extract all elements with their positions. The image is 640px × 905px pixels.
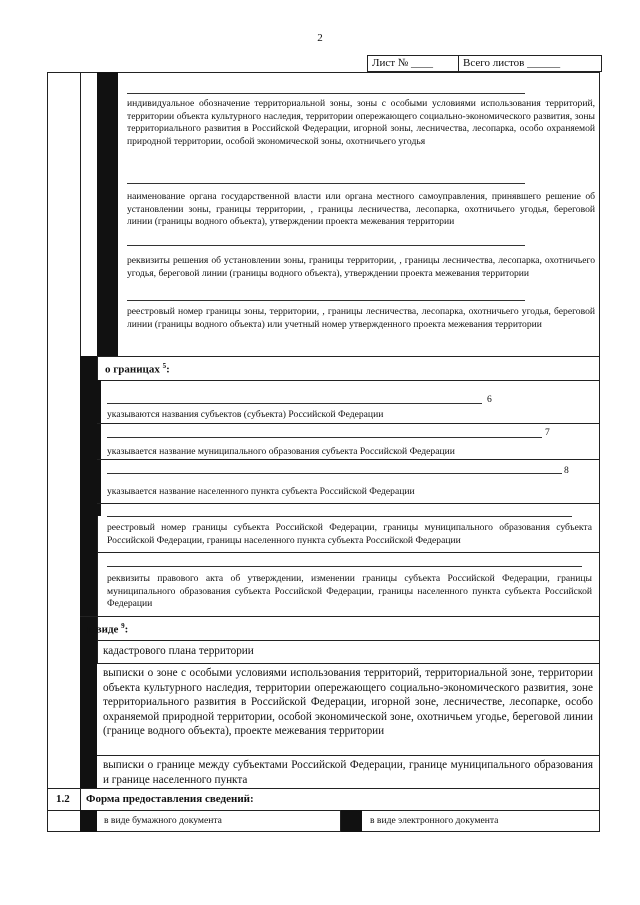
- checkbox-border-extract[interactable]: [80, 755, 97, 788]
- marker-zone-block: [97, 72, 118, 356]
- checkbox-paper[interactable]: [80, 810, 97, 832]
- zone-field-1: индивидуальное обозначение территориальной зоны, зоны с особыми условиями использования территорий, территории объекта культурного наследия, территории опережающего социально-экономического развития, зоны территориального развития в Российской Федерации, игорной зоны, лесничества, лесопарка, особо охраняемой природной территории, особой экономической зоны, охотничьего угодья: [127, 98, 595, 147]
- row-line: [97, 356, 600, 357]
- fill-line: [107, 473, 562, 474]
- section-title: Форма предоставления сведений:: [86, 793, 254, 805]
- option-cadastral-plan: кадастрового плана территории: [103, 645, 254, 657]
- zone-field-3: реквизиты решения об установлении зоны, границы территории, , границы лесничества, лесопарка, охотничьего угодья, береговой линии (границы водного объекта), утверждении проекта межевания территории: [127, 255, 595, 279]
- footnote-ref-7: 7: [545, 427, 550, 438]
- fill-line: [127, 245, 525, 246]
- row-line: [97, 459, 600, 460]
- section-number: 1.2: [56, 793, 70, 805]
- page-number: 2: [317, 32, 323, 44]
- borders-heading: о границах $^5$:: [105, 362, 170, 376]
- footnote-ref-8: 8: [564, 465, 569, 476]
- checkbox-electronic[interactable]: [341, 810, 362, 832]
- footnote-ref: 9: [121, 622, 125, 630]
- zone-field-4: реестровый номер границы зоны, территории, , границы лесничества, лесопарка, охотничьего угодья, береговой линии (границы водного объекта) или учетный номер утвержденного проекта межевания территории: [127, 306, 595, 330]
- row-line: [80, 663, 600, 664]
- total-sheets-label: Всего листов ______: [463, 57, 561, 69]
- fill-line: [127, 93, 525, 94]
- row-line: [47, 810, 600, 811]
- fill-line: [107, 516, 572, 517]
- fill-line: [107, 403, 482, 404]
- option-zone-extract: выписки о зоне с особыми условиями использования территорий, территориальной зоне, территории объекта культурного наследия, территории опережающего социально-экономического развития, зоне территориального развития в Российской Федерации, игорной зоне, лесничестве, лесопарке, особо охраняемой природной территории, особой экономической зоне, охотничьем угодье, береговой линии (границе водного объекта), проекте межевания территории: [103, 667, 593, 737]
- form-view-heading-text: в виде: [87, 623, 119, 636]
- fill-line: [127, 300, 525, 301]
- row-line: [80, 640, 600, 641]
- option-paper: в виде бумажного документа: [104, 815, 222, 826]
- checkbox-zone-extract[interactable]: [80, 663, 97, 755]
- row-line: [97, 380, 600, 381]
- border-field-subject: указываются названия субъектов (субъекта) Российской Федерации: [107, 409, 384, 420]
- borders-heading-text: о границах: [105, 363, 160, 376]
- row-line: [80, 755, 600, 756]
- footnote-ref-6: 6: [487, 394, 492, 405]
- border-field-settlement: указывается название населенного пункта субъекта Российской Федерации: [107, 486, 415, 497]
- sheet-header: [367, 55, 602, 72]
- row-line: [97, 552, 600, 553]
- row-line: [80, 616, 600, 617]
- form-view-heading: в виде $^9$:: [87, 622, 129, 636]
- row-line: [97, 503, 600, 504]
- marker-border-fields: [97, 380, 101, 516]
- zone-field-2: наименование органа государственной власти или органа местного самоуправления, принявшего решение об установлении зоны, границы территории, , границы лесничества, лесопарка, охотничьего угодья, береговой линии (границы водного объекта), утверждении проекта межевания территории: [127, 191, 595, 228]
- row-line: [47, 788, 600, 789]
- option-electronic: в виде электронного документа: [370, 815, 499, 826]
- option-border-extract: выписки о границе между субъектами Российской Федерации, границе муниципального образования и границе населенного пункта: [103, 759, 593, 786]
- checkbox-cadastral-plan[interactable]: [80, 640, 97, 663]
- fill-line: [127, 183, 525, 184]
- border-field-legal-act: реквизиты правового акта об утверждении, изменении границы субъекта Российской Федерации, границы муниципального образования субъекта Российской Федерации, границы населенного пункта субъекта Российской Федерации: [107, 573, 592, 610]
- border-field-registry: реестровый номер границы субъекта Российской Федерации, границы муниципального образования субъекта Российской Федерации, границы населенного пункта субъекта Российской Федерации: [107, 522, 592, 546]
- fill-line: [107, 437, 542, 438]
- border-field-municipality: указывается название муниципального образования субъекта Российской Федерации: [107, 446, 455, 457]
- sheet-number-label: Лист № ____: [368, 56, 459, 71]
- footnote-ref: 5: [162, 362, 167, 370]
- fill-line: [107, 566, 582, 567]
- row-line: [97, 423, 600, 424]
